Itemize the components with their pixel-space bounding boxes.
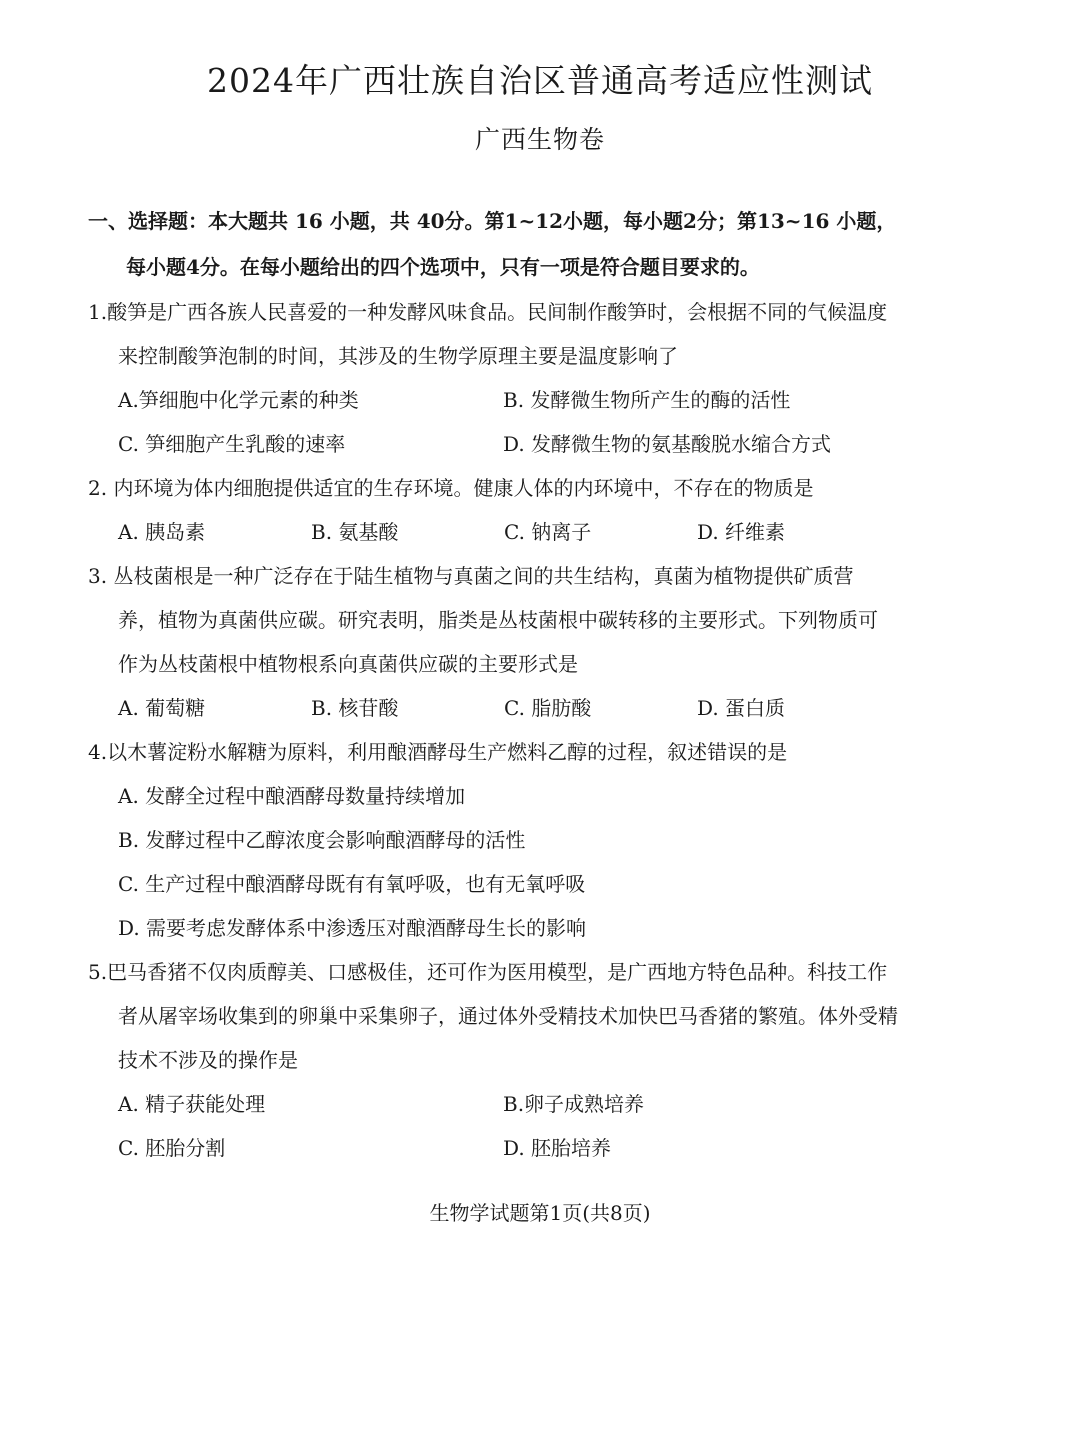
question-5 [88, 950, 998, 1170]
question-1 [88, 290, 998, 466]
option-d: D. 发酵微生物的氨基酸脱水缩合方式 [503, 432, 832, 456]
option-b: B.卵子成熟培养 [503, 1092, 645, 1116]
question-stem [88, 554, 998, 686]
option-a: A. 发酵全过程中酿酒酵母数量持续增加 [118, 784, 466, 808]
question-options [88, 686, 998, 730]
stem-line: 来控制酸笋泡制的时间，其涉及的生物学原理主要是温度影响了 [118, 344, 678, 368]
option-c: C. 脂肪酸 [504, 696, 592, 720]
option-c: C. 胚胎分割 [118, 1136, 226, 1160]
option-a: A.笋细胞中化学元素的种类 [118, 388, 359, 412]
stem-line: 3. 丛枝菌根是一种广泛存在于陆生植物与真菌之间的共生结构，真菌为植物提供矿质营 [88, 564, 854, 588]
stem-line: 养，植物为真菌供应碳。研究表明，脂类是丛枝菌根中碳转移的主要形式。下列物质可 [118, 608, 878, 632]
option-a: A. 精子获能处理 [118, 1092, 266, 1116]
stem-line: 1.酸笋是广西各族人民喜爱的一种发酵风味食品。民间制作酸笋时，会根据不同的气候温度 [88, 300, 888, 324]
option-b: B. 核苷酸 [311, 696, 399, 720]
question-stem [88, 466, 998, 510]
exam-title: 2024年广西壮族自治区普通高考适应性测试 [207, 61, 873, 100]
stem-line: 5.巴马香猪不仅肉质醇美、口感极佳，还可作为医用模型，是广西地方特色品种。科技工作 [88, 960, 888, 984]
question-4 [88, 730, 998, 950]
section-heading-line-2: 每小题4分。在每小题给出的四个选项中，只有一项是符合题目要求的。 [126, 255, 760, 279]
question-options [88, 378, 998, 466]
stem-line: 作为丛枝菌根中植物根系向真菌供应碳的主要形式是 [118, 652, 578, 676]
question-options [88, 1082, 998, 1170]
option-b: B. 发酵过程中乙醇浓度会影响酿酒酵母的活性 [118, 828, 526, 852]
question-2 [88, 466, 998, 554]
option-c: C. 生产过程中酿酒酵母既有有氧呼吸，也有无氧呼吸 [118, 872, 586, 896]
stem-line: 者从屠宰场收集到的卵巢中采集卵子，通过体外受精技术加快巴马香猪的繁殖。体外受精 [118, 1004, 898, 1028]
option-a: A. 葡萄糖 [118, 696, 206, 720]
page-footer: 生物学试题第1页(共8页) [429, 1201, 651, 1225]
option-b: B. 氨基酸 [311, 520, 399, 544]
option-d: D. 蛋白质 [697, 696, 786, 720]
stem-line: 2. 内环境为体内细胞提供适宜的生存环境。健康人体的内环境中，不存在的物质是 [88, 476, 814, 500]
question-3 [88, 554, 998, 730]
exam-subtitle: 广西生物卷 [474, 125, 605, 154]
option-d: D. 胚胎培养 [503, 1136, 612, 1160]
question-stem [88, 950, 998, 1082]
exam-content [88, 198, 998, 1170]
stem-line: 4.以木薯淀粉水解糖为原料，利用酿酒酵母生产燃料乙醇的过程，叙述错误的是 [88, 740, 788, 764]
section-heading [88, 198, 998, 290]
question-stem [88, 730, 998, 774]
section-heading-line-1: 一、选择题：本大题共 16 小题，共 40分。第1~12小题，每小题2分；第13~16 小题， [88, 209, 897, 233]
option-d: D. 需要考虑发酵体系中渗透压对酿酒酵母生长的影响 [118, 916, 587, 940]
stem-line: 技术不涉及的操作是 [118, 1048, 298, 1072]
option-d: D. 纤维素 [697, 520, 786, 544]
option-c: C. 笋细胞产生乳酸的速率 [118, 432, 346, 456]
option-a: A. 胰岛素 [118, 520, 206, 544]
option-c: C. 钠离子 [504, 520, 592, 544]
question-options [88, 774, 998, 950]
option-b: B. 发酵微生物所产生的酶的活性 [503, 388, 791, 412]
question-stem [88, 290, 998, 378]
question-options [88, 510, 998, 554]
